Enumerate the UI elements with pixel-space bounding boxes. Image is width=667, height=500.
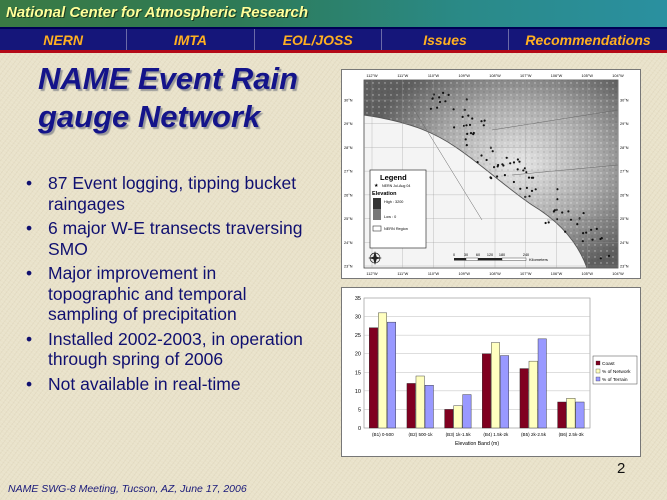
lat-label-left: 26°N: [344, 193, 353, 198]
bullet-item: [26, 374, 311, 395]
station-marker: [469, 124, 471, 126]
station-marker: [531, 190, 533, 192]
bullet-item: [26, 263, 311, 325]
bullet-dot: •: [26, 328, 33, 349]
legend-elevation: Elevation: [372, 191, 397, 197]
station-marker: [486, 159, 488, 161]
lon-label-bottom: 104°W: [612, 272, 624, 276]
lat-label-left: 29°N: [344, 122, 353, 127]
x-tick-label: (B2) 500-1k: [408, 432, 433, 437]
scale-tick: 120: [486, 253, 494, 257]
org-header: [0, 0, 667, 27]
x-tick-label: (B6) 2.5k-3k: [558, 432, 584, 437]
lon-label-top: 105°W: [581, 74, 593, 78]
station-marker: [448, 94, 450, 96]
station-marker: [466, 98, 468, 100]
station-marker: [525, 171, 527, 173]
map-legend: [370, 170, 426, 248]
scale-tick: 0: [452, 253, 456, 257]
station-marker: [517, 158, 519, 160]
station-marker: [467, 115, 469, 117]
bar: [567, 398, 575, 428]
scale-label: Kilometers: [529, 257, 548, 262]
legend-region: NERN Region: [384, 227, 408, 231]
chart-legend: [593, 356, 637, 384]
station-marker: [439, 101, 441, 103]
lon-label-bottom: 106°W: [550, 272, 563, 276]
station-marker: [480, 120, 482, 122]
bar: [491, 343, 499, 428]
legend-label: Coast: [602, 361, 615, 367]
lon-label-bottom: 109°W: [458, 272, 470, 276]
nern-map: [341, 69, 641, 279]
station-marker: [591, 239, 593, 241]
lon-label-bottom: 107°W: [520, 272, 532, 276]
lat-label-right: 30°N: [620, 98, 629, 103]
y-tick-label: 0: [357, 426, 361, 432]
station-marker: [518, 161, 520, 163]
lon-label-top: 104°W: [612, 74, 624, 78]
footer-text: NAME SWG-8 Meeting, Tucson, AZ, June 17, 2006: [8, 483, 247, 495]
bullet-dot: •: [26, 373, 33, 394]
station-marker: [608, 255, 610, 257]
bullet-item: [26, 173, 311, 214]
bullet-dot: •: [26, 218, 33, 238]
lon-label-top: 112°W: [366, 74, 378, 78]
station-marker: [480, 154, 482, 156]
bar: [529, 361, 537, 428]
station-marker: [464, 109, 466, 111]
lat-label-right: 25°N: [620, 217, 629, 222]
legend-station: NERN Jul-Aug 04: [382, 184, 411, 188]
station-marker: [463, 125, 465, 127]
lon-label-top: 109°W: [458, 74, 470, 78]
station-marker: [477, 161, 479, 163]
bar: [369, 328, 377, 428]
station-marker: [490, 147, 492, 149]
lon-label-top: 111°W: [397, 74, 409, 78]
lon-label-bottom: 105°W: [581, 272, 593, 276]
station-marker: [599, 238, 601, 240]
bar: [425, 385, 433, 428]
nav-eol-joss[interactable]: EOL/JOSS: [255, 29, 382, 50]
lon-label-bottom: 110°W: [427, 272, 440, 276]
y-tick-label: 25: [354, 333, 361, 340]
bar: [463, 395, 471, 428]
station-marker: [483, 124, 485, 126]
nav-issues[interactable]: Issues: [382, 29, 509, 50]
station-marker: [596, 228, 598, 230]
station-marker: [585, 232, 587, 234]
station-marker: [433, 93, 435, 95]
station-marker: [553, 210, 555, 212]
lat-label-left: 24°N: [344, 240, 353, 245]
legend-low: Low : 0: [384, 215, 397, 219]
bar: [576, 402, 584, 428]
bullet-dot: •: [26, 263, 33, 283]
station-marker: [465, 138, 467, 140]
slide-title: NAME Event Rain gauge Network: [38, 61, 299, 134]
station-marker: [471, 117, 473, 119]
nav-bar: [0, 27, 667, 53]
lon-label-bottom: 111°W: [397, 272, 409, 276]
scale-tick: 240: [522, 253, 530, 257]
legend-swatch: [596, 369, 600, 373]
station-marker: [470, 132, 472, 134]
station-marker: [453, 126, 455, 128]
bar: [558, 402, 566, 428]
legend-title: Legend: [380, 173, 407, 182]
station-marker: [513, 161, 515, 163]
bullet-text: 6 major W-E transects traversing SMO: [48, 218, 303, 259]
scale-tick: 180: [498, 253, 506, 257]
station-marker: [453, 108, 455, 110]
lon-label-top: 108°W: [489, 74, 501, 78]
bar: [445, 409, 453, 428]
bullet-text: 87 Event logging, tipping bucket raingages: [48, 173, 297, 214]
station-marker: [436, 107, 438, 109]
station-marker: [484, 120, 486, 122]
bullet-list: [26, 173, 311, 398]
bullet-item: [26, 329, 311, 370]
lat-label-right: 24°N: [620, 240, 629, 245]
bar: [482, 354, 490, 428]
nav-recommendations[interactable]: Recommendations: [525, 31, 651, 48]
station-marker: [438, 96, 440, 98]
elevation-chart: [341, 287, 641, 457]
station-marker: [519, 188, 521, 190]
bar: [387, 322, 395, 428]
station-marker: [504, 174, 506, 176]
lat-label-right: 29°N: [620, 122, 629, 127]
station-marker: [524, 196, 526, 198]
station-marker: [509, 162, 511, 164]
bar: [454, 406, 462, 428]
station-marker: [528, 195, 530, 197]
nav-nern[interactable]: NERN: [0, 29, 127, 50]
bar: [500, 356, 508, 428]
station-marker: [576, 223, 578, 225]
lat-label-right: 23°N: [620, 264, 629, 269]
station-marker: [497, 165, 499, 167]
legend-swatch: [596, 377, 600, 381]
bullet-dot: •: [26, 173, 33, 193]
station-marker: [492, 150, 494, 152]
legend-high: High : 3200: [384, 200, 404, 204]
station-marker: [513, 181, 515, 183]
lat-label-left: 23°N: [344, 264, 353, 269]
x-axis-label: Elevation Band (m): [454, 441, 500, 447]
station-marker: [583, 212, 585, 214]
org-title: National Center for Atmospheric Research: [6, 4, 309, 21]
chart-svg: [342, 288, 640, 456]
lat-label-left: 25°N: [344, 217, 353, 222]
page-number: 2: [617, 460, 626, 477]
station-marker: [579, 217, 581, 219]
station-marker: [582, 232, 584, 234]
station-marker: [442, 92, 444, 94]
lon-label-top: 110°W: [427, 74, 440, 78]
station-marker: [465, 124, 467, 126]
lat-label-left: 27°N: [344, 169, 353, 174]
station-marker: [517, 168, 519, 170]
y-tick-label: 5: [357, 407, 361, 414]
scale-tick: 30: [463, 253, 469, 257]
y-tick-label: 20: [354, 351, 361, 358]
station-marker: [570, 219, 572, 221]
station-marker: [528, 177, 530, 179]
bullet-item: [26, 218, 311, 259]
y-tick-label: 35: [354, 296, 361, 302]
station-marker: [526, 187, 528, 189]
legend-swatch: [596, 361, 600, 365]
station-marker: [466, 133, 468, 135]
station-marker: [556, 218, 558, 220]
station-marker: [531, 177, 533, 179]
station-marker: [582, 240, 584, 242]
station-marker: [462, 116, 464, 118]
station-marker: [564, 231, 566, 233]
lat-label-right: 26°N: [620, 193, 629, 198]
station-marker: [545, 222, 547, 224]
station-marker: [430, 108, 432, 110]
x-tick-label: (B5) 2k-2.5k: [520, 432, 547, 437]
bar: [416, 376, 424, 428]
station-marker: [466, 144, 468, 146]
y-tick-label: 15: [354, 370, 361, 377]
scale-tick: 60: [475, 253, 481, 257]
bar: [538, 339, 546, 428]
station-marker: [590, 229, 592, 231]
legend-station-icon: ★: [374, 183, 379, 189]
station-marker: [472, 133, 474, 135]
station-marker: [600, 257, 602, 259]
station-marker: [506, 157, 508, 159]
y-tick-label: 30: [354, 314, 361, 321]
bar: [520, 369, 528, 428]
station-marker: [548, 221, 550, 223]
bullet-text: Installed 2002-2003, in operation through spring of 2006: [48, 328, 303, 369]
legend-label: % of Network: [602, 369, 631, 375]
station-marker: [489, 176, 491, 178]
lon-label-bottom: 112°W: [366, 272, 378, 276]
bullet-text: Not available in real-time: [48, 373, 241, 394]
station-marker: [444, 100, 446, 102]
lon-label-top: 106°W: [550, 74, 563, 78]
bar: [378, 313, 386, 428]
legend-label: % of Terrain: [602, 377, 628, 383]
lat-label-right: 27°N: [620, 169, 629, 174]
map-image: [342, 70, 640, 278]
lon-label-bottom: 108°W: [489, 272, 501, 276]
station-marker: [432, 97, 434, 99]
plot-area: [364, 298, 590, 428]
station-marker: [561, 211, 563, 213]
station-marker: [502, 164, 504, 166]
bar: [407, 383, 415, 428]
x-tick-label: (B1) 0-500: [371, 432, 394, 437]
lat-label-left: 30°N: [344, 98, 353, 103]
nav-imta[interactable]: IMTA: [127, 29, 254, 50]
station-marker: [496, 175, 498, 177]
bullet-text: Major improvement in topographic and temporal sampling of precipitation: [48, 263, 247, 324]
lon-label-top: 107°W: [520, 74, 532, 78]
station-marker: [535, 188, 537, 190]
station-marker: [567, 210, 569, 212]
x-tick-label: (B3) 1k-1.5k: [445, 432, 471, 437]
lat-label-right: 28°N: [620, 145, 629, 150]
y-tick-label: 10: [354, 388, 361, 395]
lat-label-left: 28°N: [344, 145, 353, 150]
x-tick-label: (B4) 1.5k-2k: [483, 432, 509, 437]
